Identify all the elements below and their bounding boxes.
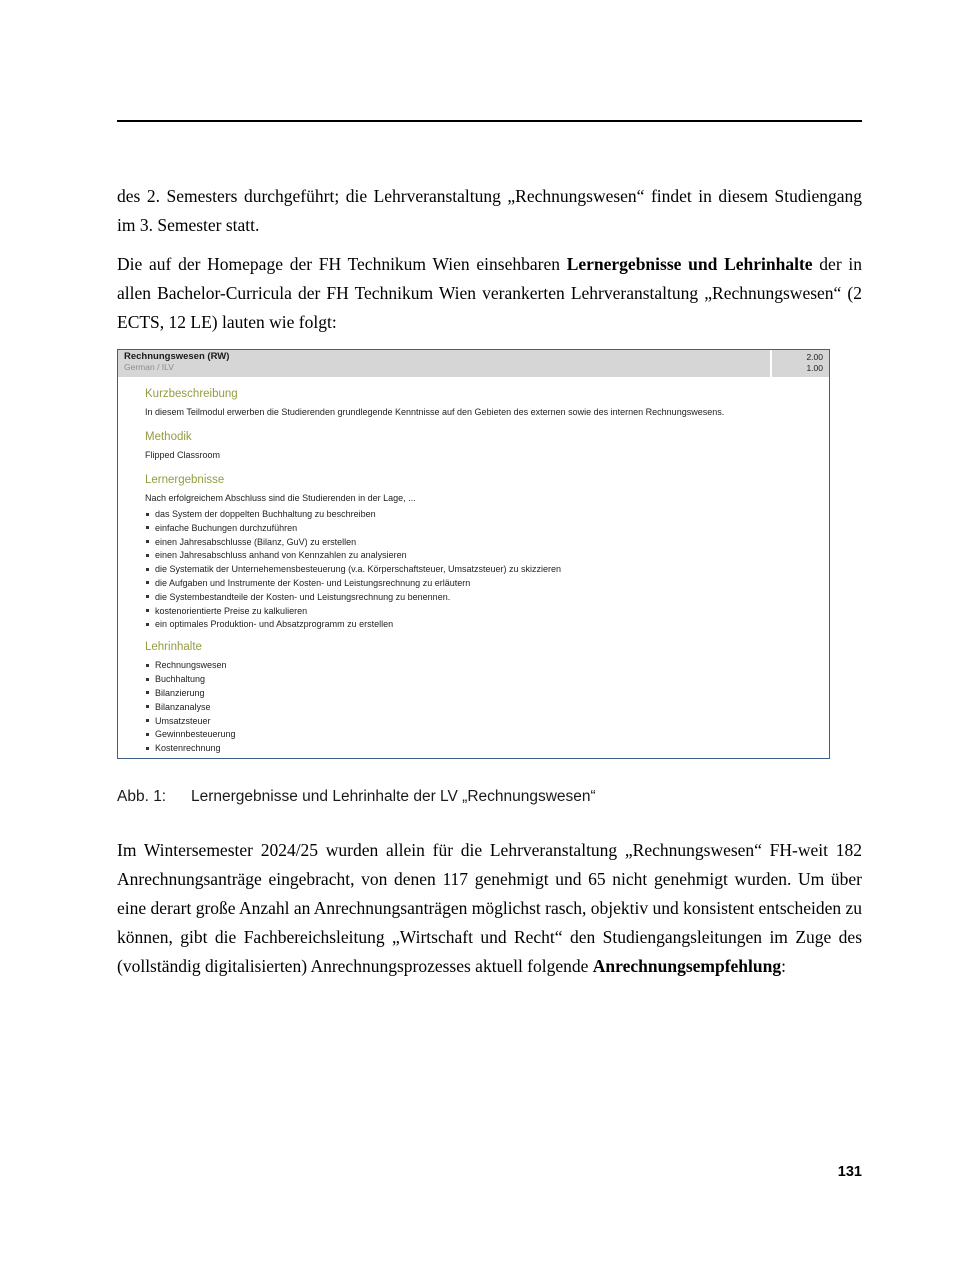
course-card-header-main — [118, 350, 770, 377]
course-title: Rechnungswesen (RW) — [124, 351, 230, 362]
course-ects-value: 2.00 — [806, 352, 823, 362]
section-heading-kurzbeschreibung: Kurzbeschreibung — [145, 388, 238, 400]
course-credit-values — [772, 350, 829, 377]
lernergebnisse-list-item: einfache Buchungen durchzuführen — [145, 522, 799, 534]
figure-caption — [117, 788, 862, 806]
lehrinhalte-list-item: Bilanzierung — [145, 687, 799, 699]
paragraph-2-text-start: Die auf der Homepage der FH Technikum Wien einsehbaren — [117, 254, 567, 274]
lernergebnisse-list-item: kostenorientierte Preise zu kalkulieren — [145, 605, 799, 617]
course-card-body — [118, 377, 829, 754]
page-number: 131 — [837, 1164, 862, 1180]
paragraph-2-bold-phrase: Lernergebnisse und Lehrinhalte — [566, 254, 813, 274]
lehrinhalte-list-item: Umsatzsteuer — [145, 715, 799, 727]
lehrinhalte-list-item: Gewinnbesteuerung — [145, 728, 799, 740]
figure-caption-label: Abb. 1: — [117, 788, 167, 805]
methodik-text: Flipped Classroom — [145, 450, 221, 460]
lernergebnisse-list-item: das System der doppelten Buchhaltung zu beschreiben — [145, 508, 799, 520]
course-language-type: German / ILV — [124, 361, 174, 372]
paragraph-3-text-end: : — [781, 956, 786, 976]
paragraph-3-bold-phrase: Anrechnungsempfehlung — [592, 956, 782, 976]
paragraph-3-text-start: Im Wintersemester 2024/25 wurden allein für die Lehrveranstaltung „Rechnungswesen“ FH-weit 182 Anrechnungsanträge eingebracht, von denen 117 genehmigt und 65 nicht genehmigt wurden. Um über eine derart große Anzahl an Anrechnungsanträgen möglichst rasch, objektiv und konsistent entscheiden zu können, gibt die Fachbereichsleitung „Wirtschaft und Recht“ den Studiengangsleitungen im Zuge des (vollständig digitalisierten) Anrechnungsprozesses aktuell folgende — [117, 840, 862, 976]
lernergebnisse-intro: Nach erfolgreichem Abschluss sind die Studierenden in der Lage, ... — [145, 493, 416, 503]
lernergebnisse-list-item: ein optimales Produktion- und Absatzprogramm zu erstellen — [145, 618, 799, 630]
lernergebnisse-list — [145, 508, 799, 630]
kurzbeschreibung-text: In diesem Teilmodul erwerben die Studierenden grundlegende Kenntnisse auf den Gebieten des externen sowie des internen Rechnungswesens. — [145, 407, 725, 417]
section-heading-lehrinhalte: Lehrinhalte — [145, 641, 202, 654]
lernergebnisse-list-item: die Systembestandteile der Kosten- und Leistungsrechnung zu benennen. — [145, 591, 799, 603]
figure-caption-text: Lernergebnisse und Lehrinhalte der LV „Rechnungswesen“ — [191, 788, 596, 805]
paragraph-2-text-end: der in allen Bachelor-Curricula der FH Technikum Wien verankerten Lehrveranstaltung „Rechnungswesen“ (2 ECTS, 12 LE) lauten wie folgt: — [117, 254, 862, 332]
lernergebnisse-list-item: die Aufgaben und Instrumente der Kosten- und Leistungsrechnung zu erläutern — [145, 577, 799, 589]
section-heading-lernergebnisse: Lernergebnisse — [145, 474, 225, 486]
course-le-value: 1.00 — [806, 362, 823, 373]
lernergebnisse-list-item: die Systematik der Unternehemensbesteuerung (v.a. Körperschaftsteuer, Umsatzsteuer) zu skizzieren — [145, 563, 799, 575]
paragraph-2 — [117, 250, 862, 337]
lehrinhalte-list-item: Rechnungswesen — [145, 659, 799, 671]
header-rule — [117, 120, 862, 122]
paragraph-3 — [117, 836, 862, 981]
lernergebnisse-list-item: einen Jahresabschluss anhand von Kennzahlen zu analysieren — [145, 549, 799, 561]
paragraph-1 — [117, 182, 862, 240]
lehrinhalte-list-item: Bilanzanalyse — [145, 701, 799, 713]
lehrinhalte-list-item: Kostenrechnung — [145, 742, 799, 754]
course-card-header — [118, 350, 829, 377]
lernergebnisse-list-item: einen Jahresabschlusse (Bilanz, GuV) zu erstellen — [145, 536, 799, 548]
paragraph-1-text: des 2. Semesters durchgeführt; die Lehrveranstaltung „Rechnungswesen“ findet in diesem Studiengang im 3. Semester statt. — [117, 186, 862, 235]
section-heading-methodik: Methodik — [145, 431, 192, 443]
course-description-figure — [117, 349, 830, 759]
lehrinhalte-list-item: Buchhaltung — [145, 673, 799, 685]
lehrinhalte-list — [145, 659, 799, 754]
